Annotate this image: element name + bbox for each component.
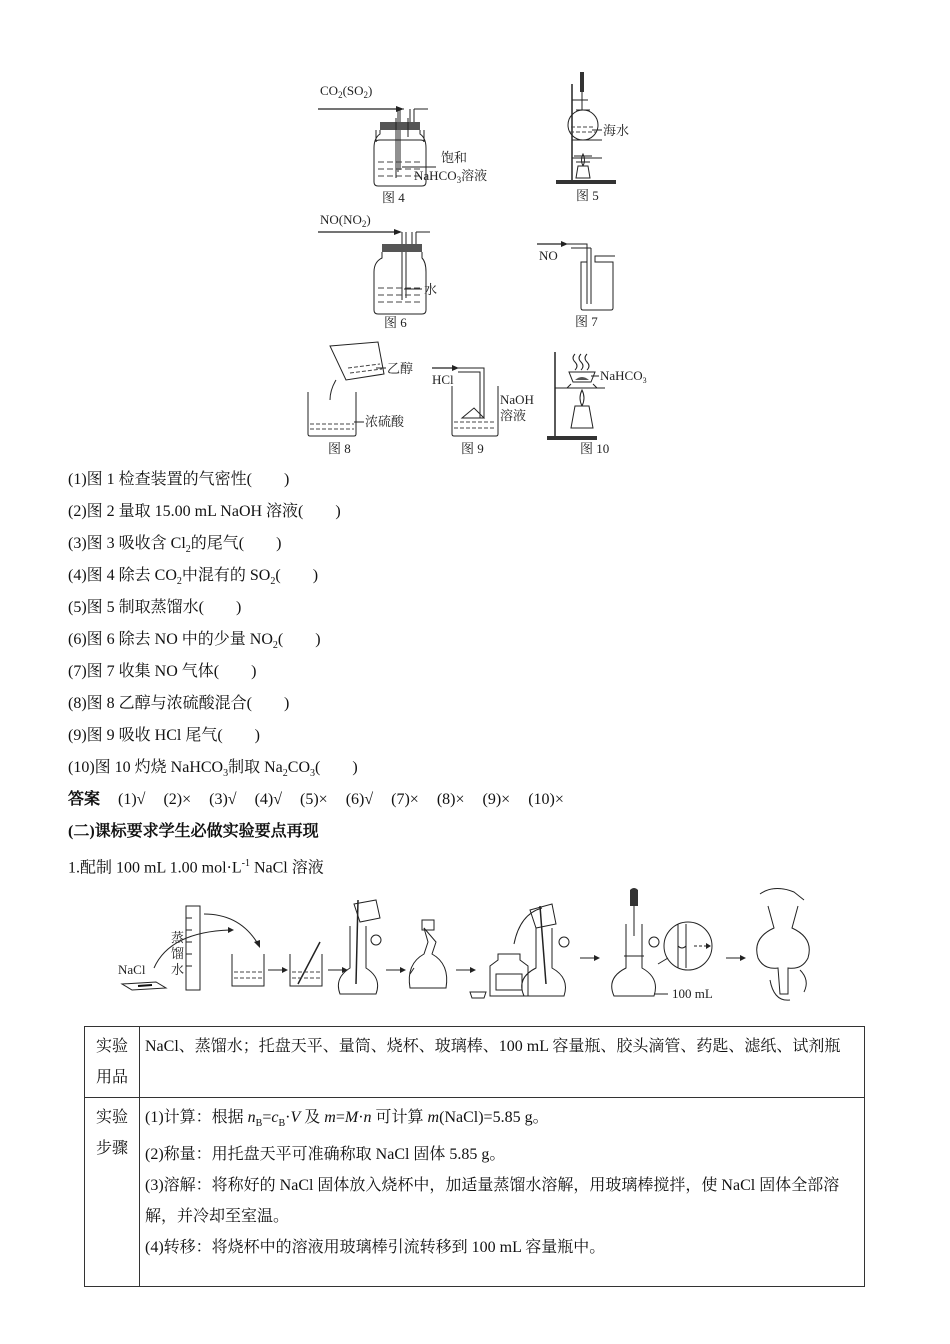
fig5-lamp <box>576 166 590 178</box>
answer-item: (8)× <box>436 791 465 808</box>
beaker-1 <box>232 954 264 986</box>
fig9-liquid-label-1: NaOH <box>500 392 534 407</box>
volumetric-flask-2 <box>409 928 446 988</box>
answer-item: (7)× <box>391 791 419 808</box>
fig10-caption: 图 10 <box>580 441 610 456</box>
figure-7 <box>535 238 635 333</box>
fig4-liquid-label-2: NaHCO$_3$溶液 <box>414 168 488 185</box>
figure-4 <box>318 82 518 207</box>
fig10-solid-label: NaHCO$_3$ <box>600 368 647 385</box>
step-1: (1)计算：根据 $n_B=c_B\cdot V$ 及 m=M·n 可计算 m(NaCl)=5.85 g。 <box>145 1109 549 1130</box>
fig5-caption: 图 5 <box>576 188 599 203</box>
fig8-top-label: 乙醇 <box>387 361 414 376</box>
fig7-caption: 图 7 <box>575 314 598 329</box>
fig7-bottle <box>581 256 615 310</box>
fig6-bottle <box>374 252 426 314</box>
question-2: (2)图 2 量取 15.00 mL NaOH 溶液( ) <box>68 503 341 520</box>
fig8-caption: 图 8 <box>328 441 351 456</box>
answer-label: 答案 <box>68 791 101 808</box>
step-3: (3)溶解：将称好的 NaCl 固体放入烧杯中，加适量蒸馏水溶解，用玻璃棒搅拌，使 NaCl 固体全部溶解，并冷却至室温。 <box>145 1177 840 1226</box>
question-1: (1)图 1 检查装置的气密性( ) <box>68 471 290 488</box>
fig9-liquid-label-2: 溶液 <box>500 408 527 423</box>
fig9-gas-label: HCl <box>432 372 454 387</box>
table-row-steps <box>85 1098 865 1287</box>
experiment-table <box>84 1026 865 1287</box>
table-head-materials: 实验 用品 <box>85 1027 140 1098</box>
section-title: (二)课标要求学生必做实验要点再现 <box>68 823 319 840</box>
table-head-steps: 实验 步骤 <box>85 1098 140 1287</box>
fig7-gas-label: NO <box>539 248 558 263</box>
fig8-beaker-tilted <box>330 342 384 380</box>
water-label-2: 馏 <box>171 946 185 961</box>
question-8: (8)图 8 乙醇与浓硫酸混合( ) <box>68 695 290 712</box>
fig5-liquid-label: 海水 <box>603 123 630 138</box>
answer-item: (4)√ <box>254 791 283 808</box>
procedure-diagram <box>110 884 830 1009</box>
figure-9 <box>430 362 540 462</box>
question-6: (6)图 6 除去 NO 中的少量 $NO_2$( ) <box>68 631 321 652</box>
fig6-liquid-label: 水 <box>424 282 438 297</box>
question-7: (7)图 7 收集 NO 气体( ) <box>68 663 257 680</box>
answer-item: (10)× <box>528 791 564 808</box>
figure-5 <box>552 70 652 206</box>
diagram-nacl-label: NaCl <box>118 962 146 977</box>
fig4-liquid-label-1: 饱和 <box>441 150 468 165</box>
question-4: (4)图 4 除去 $CO_2$中混有的 $SO_2$( ) <box>68 567 319 588</box>
answer-line <box>68 790 564 810</box>
volume-label: 100 mL <box>672 986 713 1001</box>
question-10: (10)图 10 灼烧 NaHCO$_3$制取 $Na_2CO_3$( ) <box>68 759 358 780</box>
answer-item: (3)√ <box>209 791 237 808</box>
answer-item: (6)√ <box>345 791 374 808</box>
figure-10 <box>545 348 655 458</box>
question-3: (3)图 3 吸收含 $Cl_2$的尾气( ) <box>68 535 282 556</box>
table-row-materials <box>85 1027 865 1098</box>
fig10-lamp <box>571 406 593 428</box>
fig6-gas-label: $NO(NO_2)$ <box>320 212 371 229</box>
answer-item: (9)× <box>482 791 511 808</box>
answer-item: (1)√ <box>118 791 146 808</box>
step-2: (2)称量：用托盘天平可准确称取 NaCl 固体 5.85 g。 <box>145 1146 506 1164</box>
step-4: (4)转移：将烧杯中的溶液用玻璃棒引流转移到 100 mL 容量瓶中。 <box>145 1239 606 1257</box>
answer-item: (2)× <box>163 791 192 808</box>
fig4-stopper <box>380 122 420 130</box>
inverted-flask <box>757 906 810 994</box>
water-label-1: 蒸 <box>171 930 185 945</box>
subsection-title: 1.配制 100 mL 1.00 $mol\cdot L^{-1}$ NaCl 溶液 <box>68 858 324 877</box>
figure-8 <box>300 340 415 460</box>
answer-item: (5)× <box>300 791 328 808</box>
fig9-caption: 图 9 <box>461 441 484 456</box>
figure-6 <box>318 210 468 335</box>
water-label-3: 水 <box>171 962 185 977</box>
fig9-funnel <box>462 408 484 418</box>
question-5: (5)图 5 制取蒸馏水( ) <box>68 599 242 616</box>
fig8-bottom-label: 浓硫酸 <box>365 414 405 429</box>
question-9: (9)图 9 吸收 HCl 尾气( ) <box>68 727 260 744</box>
volumetric-flask-1 <box>338 926 377 994</box>
fig6-caption: 图 6 <box>384 315 407 330</box>
fig4-gas-label: $CO_2(SO_2)$ <box>320 83 373 100</box>
graduated-cylinder <box>186 906 200 990</box>
table-cell-steps <box>140 1098 865 1287</box>
table-cell-materials: NaCl、蒸馏水；托盘天平、量筒、烧杯、玻璃棒、100 mL 容量瓶、胶头滴管、药匙、滤纸、试剂瓶 <box>140 1027 865 1098</box>
fig4-caption: 图 4 <box>382 190 405 205</box>
